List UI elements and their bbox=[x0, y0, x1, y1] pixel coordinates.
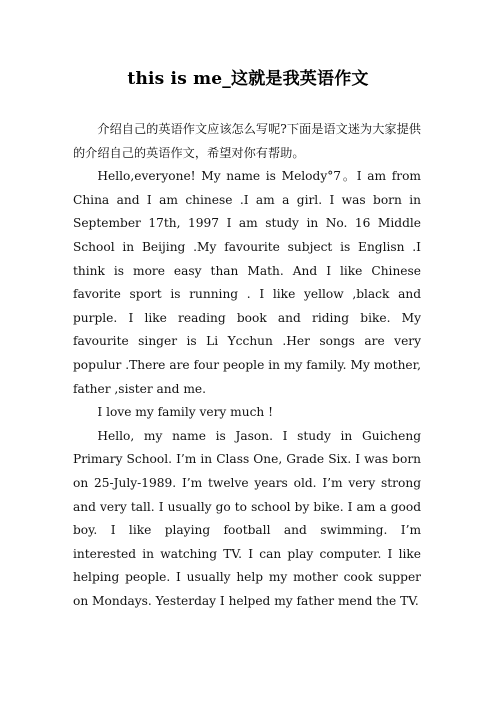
essay-paragraph-jason: Hello, my name is Jason. I study in Guicheng Primary School. I’m in Class One, Grade Six. I was born on 25-July-1989. I’m twelve years old. I’m very strong and very tall. I usually go to school by bike. I am a good boy. I like playing football and swimming. I’m interested in watching TV. I can play computer. I like helping people. I usually help my mother cook supper on Mondays. Yesterday I helped my father mend the TV. bbox=[73, 428, 421, 608]
essay-paragraph-melody: Hello,everyone! My name is Melody°7。I am from China and I am chinese .I am a girl. I was born in September 17th, 1997 I am study in No. 16 Middle School in Beijing .My favourite subject is Englisn .I think is more easy than Math. And I like Chinese favorite sport is running . I like yellow ,black and purple. I like reading book and riding bike. My favourite singer is Li Ycchun .Her songs are very populur .There are four people in my family. My mother, father ,sister and me. bbox=[73, 169, 421, 396]
document-body bbox=[73, 118, 421, 613]
essay-closing-line: I love my family very much ! bbox=[97, 405, 274, 420]
intro-paragraph: 介绍自己的英语作文应该怎么写呢?下面是语文迷为大家提供的介绍自己的英语作文，希望对你有帮助。 bbox=[73, 122, 421, 160]
document-title: this is me_这就是我英语作文 bbox=[127, 69, 369, 89]
